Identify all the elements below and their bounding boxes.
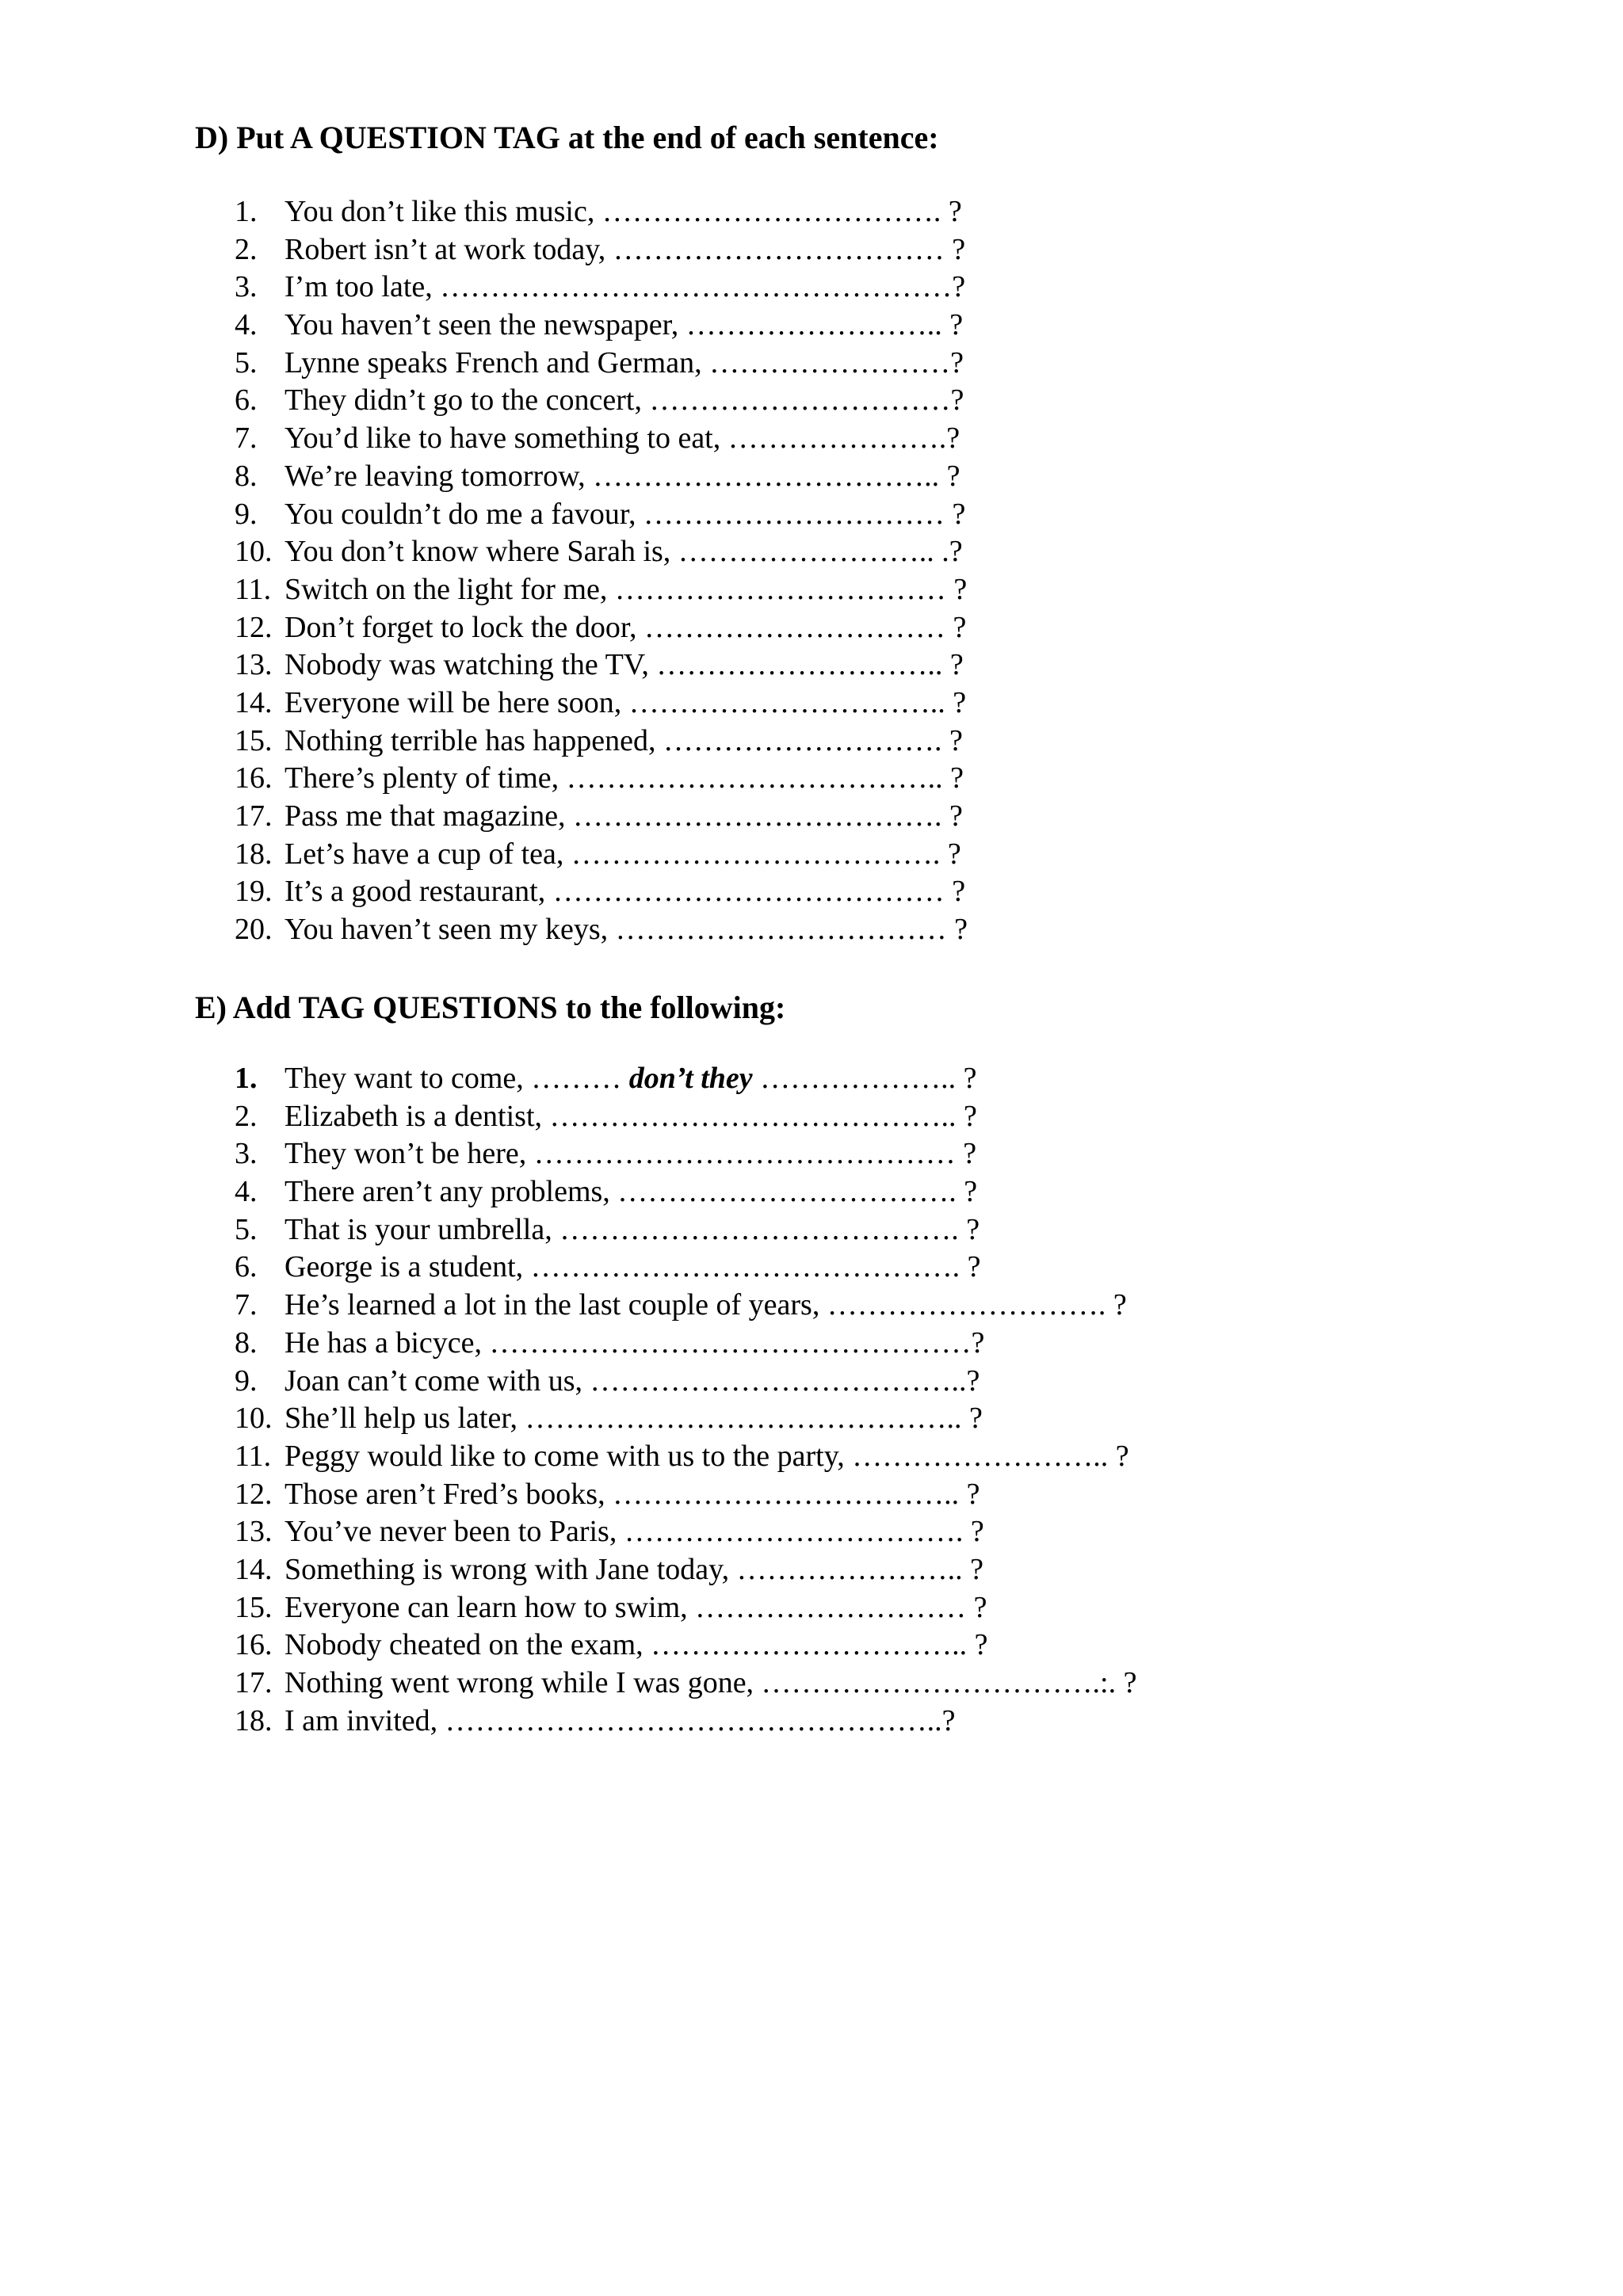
list-item — [0, 307, 1623, 345]
item-number: 10. — [235, 535, 273, 569]
item-number: 17. — [235, 799, 273, 833]
section-d-title: D) Put A QUESTION TAG at the end of each sentence: — [195, 120, 939, 155]
item-number: 2. — [235, 1099, 258, 1133]
list-item — [0, 1476, 1623, 1514]
item-number: 18. — [235, 1703, 273, 1737]
list-item — [0, 1363, 1623, 1401]
item-number: 16. — [235, 1628, 273, 1662]
item-number: 1. — [235, 195, 258, 228]
item-number: 11. — [235, 1439, 272, 1473]
item-number: 17. — [235, 1666, 273, 1699]
list-item — [0, 193, 1623, 231]
item-text: Those aren’t Fred’s books, …………………………….. ? — [285, 1477, 980, 1511]
item-text: Nothing terrible has happened, ………………………. ? — [285, 723, 963, 757]
list-item — [0, 533, 1623, 571]
item-number: 12. — [235, 610, 273, 644]
item-text: I am invited, …………………………………………..? — [285, 1703, 956, 1737]
item-text: Peggy would like to come with us to the party, …………………….. ? — [285, 1439, 1129, 1473]
list-item — [0, 571, 1623, 609]
item-text: It’s a good restaurant, ………………………………… ? — [285, 875, 966, 909]
item-number: 4. — [235, 308, 258, 342]
item-number: 9. — [235, 497, 258, 531]
item-number: 8. — [235, 459, 258, 493]
list-item — [0, 873, 1623, 911]
list-item-example — [0, 1060, 1623, 1098]
item-number: 14. — [235, 685, 273, 719]
item-text: He has a bicyce, …………………………………………? — [285, 1325, 985, 1360]
item-text: They didn’t go to the concert, …………………………? — [285, 383, 964, 418]
item-text: Nothing went wrong while I was gone, …………………………….:. ? — [285, 1666, 1137, 1699]
item-text: There aren’t any problems, ……………………………. ? — [285, 1175, 978, 1209]
item-text: That is your umbrella, …………………………………. ? — [285, 1212, 980, 1246]
list-item — [0, 1551, 1623, 1589]
list-item — [0, 496, 1623, 534]
item-number: 20. — [235, 913, 273, 947]
section-e-title: E) Add TAG QUESTIONS to the following: — [195, 990, 786, 1025]
list-item — [0, 1249, 1623, 1287]
item-number: 7. — [235, 421, 258, 456]
item-text — [285, 1060, 977, 1098]
item-text: Robert isn’t at work today, …………………………… ? — [285, 232, 966, 266]
item-number: 15. — [235, 723, 273, 757]
item-text: There’s plenty of time, ……………………………….. ? — [285, 761, 964, 795]
item-text: You haven’t seen the newspaper, …………………….. ? — [285, 308, 964, 342]
item-number: 5. — [235, 1212, 258, 1246]
item-text: She’ll help us later, …………………………………….. ? — [285, 1402, 983, 1436]
item-text: You don’t know where Sarah is, …………………….. .? — [285, 535, 963, 569]
item-number: 3. — [235, 270, 258, 304]
list-item — [0, 1287, 1623, 1325]
list-item — [0, 231, 1623, 269]
list-item — [0, 1589, 1623, 1627]
item-number: 12. — [235, 1477, 273, 1511]
list-item — [0, 420, 1623, 458]
section-d-list — [0, 193, 1623, 949]
item-number: 14. — [235, 1552, 273, 1586]
item-text: Pass me that magazine, ………………………………. ? — [285, 799, 963, 833]
item-text: George is a student, ……………………………………. ? — [285, 1250, 981, 1284]
list-item — [0, 1627, 1623, 1665]
list-item — [0, 723, 1623, 761]
item-text: You’ve never been to Paris, ……………………………. ? — [285, 1515, 984, 1549]
list-item — [0, 1438, 1623, 1476]
list-item — [0, 798, 1623, 836]
list-item — [0, 269, 1623, 307]
item-number: 18. — [235, 837, 273, 871]
list-item — [0, 609, 1623, 647]
item-number: 3. — [235, 1137, 258, 1171]
item-number: 4. — [235, 1175, 258, 1209]
list-item — [0, 1211, 1623, 1249]
list-item — [0, 1400, 1623, 1438]
item-text: Everyone will be here soon, ………………………….. ? — [285, 685, 967, 719]
item-number: 5. — [235, 345, 258, 379]
item-number: 15. — [235, 1590, 273, 1624]
item-number: 6. — [235, 383, 258, 418]
list-item — [0, 685, 1623, 723]
list-item — [0, 458, 1623, 496]
item-text: Lynne speaks French and German, ……………………? — [285, 345, 964, 379]
item-number: 1. — [235, 1062, 258, 1095]
item-text: I’m too late, ……………………………………………? — [285, 270, 966, 304]
item-number: 6. — [235, 1250, 258, 1284]
item-text: Don’t forget to lock the door, ………………………… ? — [285, 610, 967, 644]
item-text: They won’t be here, …………………………………… ? — [285, 1137, 977, 1171]
example-before: They want to come, ……… — [285, 1062, 629, 1095]
list-item — [0, 1098, 1623, 1136]
item-number: 13. — [235, 1515, 273, 1549]
example-after: ……………….. ? — [752, 1062, 977, 1095]
item-number: 16. — [235, 761, 273, 795]
item-text: Something is wrong with Jane today, ………………….. ? — [285, 1552, 984, 1586]
item-number: 19. — [235, 875, 273, 909]
item-number: 13. — [235, 648, 273, 682]
item-text: You haven’t seen my keys, …………………………… ? — [285, 913, 968, 947]
item-text: You’d like to have something to eat, ………………….? — [285, 421, 960, 456]
list-item — [0, 1665, 1623, 1703]
list-item — [0, 1325, 1623, 1363]
list-item — [0, 1135, 1623, 1173]
item-number: 11. — [235, 572, 272, 606]
list-item — [0, 382, 1623, 420]
item-text: Nobody cheated on the exam, ………………………….. ? — [285, 1628, 988, 1662]
list-item — [0, 1513, 1623, 1551]
item-number: 7. — [235, 1288, 258, 1322]
list-item — [0, 345, 1623, 383]
item-text: Let’s have a cup of tea, ………………………………. ? — [285, 837, 961, 871]
list-item — [0, 911, 1623, 949]
item-number: 10. — [235, 1402, 273, 1436]
item-text: You don’t like this music, ……………………………. ? — [285, 195, 962, 228]
list-item — [0, 646, 1623, 685]
item-number: 2. — [235, 232, 258, 266]
list-item — [0, 836, 1623, 874]
item-number: 8. — [235, 1325, 258, 1360]
item-text: You couldn’t do me a favour, ………………………… ? — [285, 497, 966, 531]
list-item — [0, 760, 1623, 798]
item-number: 9. — [235, 1363, 258, 1398]
item-text: We’re leaving tomorrow, …………………………….. ? — [285, 459, 960, 493]
item-text: Nobody was watching the TV, ……………………….. ? — [285, 648, 964, 682]
list-item — [0, 1703, 1623, 1741]
item-text: He’s learned a lot in the last couple of years, ………………………. ? — [285, 1288, 1127, 1322]
list-item — [0, 1173, 1623, 1211]
item-text: Elizabeth is a dentist, ………………………………….. ? — [285, 1099, 977, 1133]
item-text: Everyone can learn how to swim, ……………………… ? — [285, 1590, 987, 1624]
section-e-list — [0, 1060, 1623, 1740]
item-text: Switch on the light for me, …………………………… ? — [285, 572, 968, 606]
example-answer: don’t they — [628, 1062, 753, 1095]
item-text: Joan can’t come with us, ………………………………..? — [285, 1363, 980, 1398]
